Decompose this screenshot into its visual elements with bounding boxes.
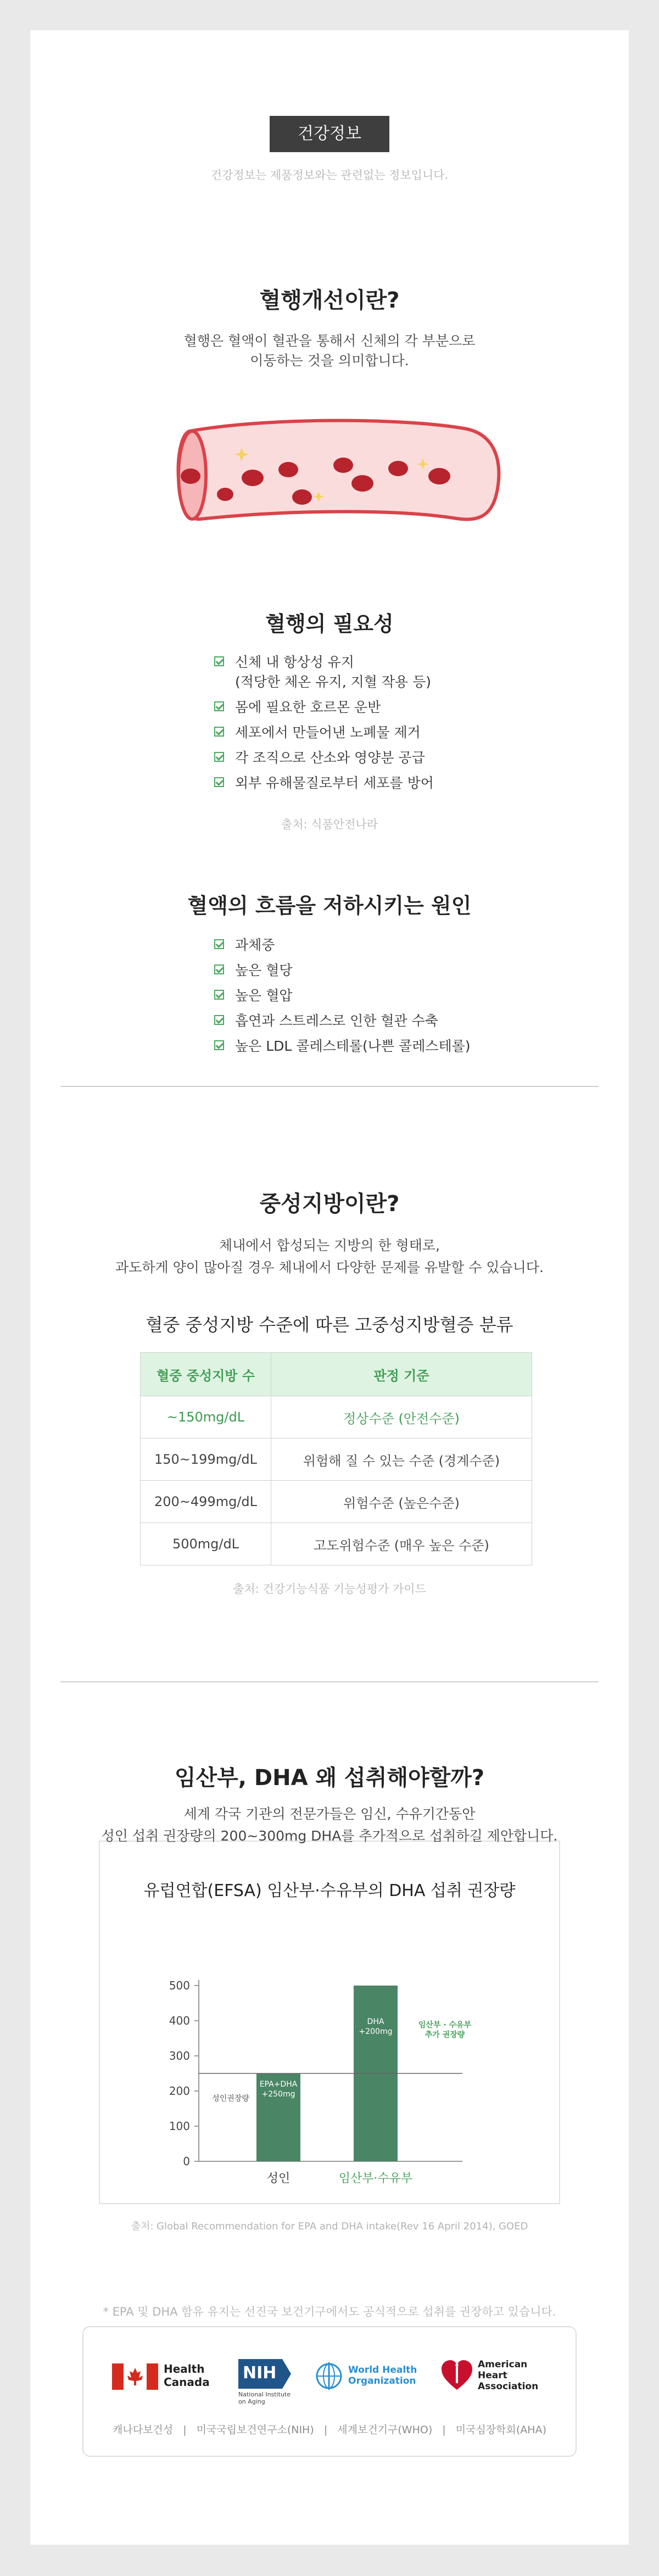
necessity-list	[214, 653, 434, 799]
who-name: World Health Organization	[348, 2365, 417, 2387]
check-icon	[214, 777, 224, 787]
annotation-label: 추가 권장량	[425, 2031, 465, 2039]
table-cell: 200~499mg/dL	[141, 1481, 271, 1523]
list-item: 과체중	[214, 935, 471, 955]
table-title: 혈중 중성지방 수준에 따른 고중성지방혈증 분류	[146, 1314, 513, 1335]
table-row	[141, 1396, 532, 1438]
list-item: 신체 내 항상성 유지 (적당한 체온 유지, 지혈 작용 등)	[214, 653, 434, 692]
heart-torch-icon	[440, 2359, 473, 2392]
caption-separator: |	[183, 2424, 187, 2436]
y-tick-label: 400	[169, 2014, 190, 2027]
table-cell: 150~199mg/dL	[141, 1438, 271, 1481]
content-card	[30, 30, 629, 2545]
y-tick-label: 300	[169, 2049, 190, 2062]
table-cell: 500mg/dL	[141, 1523, 271, 1565]
check-icon	[214, 964, 224, 974]
blood-vessel-illustration	[167, 415, 508, 541]
check-icon	[214, 752, 224, 762]
caption-who: 세계보건기구(WHO)	[337, 2424, 433, 2436]
dha-chart-box	[99, 1841, 560, 2204]
list-item: 높은 LDL 콜레스테롤(나쁜 콜레스테롤)	[214, 1036, 471, 1056]
list-item: 흡연과 스트레스로 인한 혈관 수축	[214, 1011, 471, 1031]
triglyceride-desc-1: 체내에서 합성되는 지방의 한 형태로,	[219, 1237, 440, 1253]
section-divider	[60, 1681, 599, 1682]
who-globe-icon	[314, 2361, 344, 2391]
table-cell: 고도위험수준 (매우 높은 수준)	[271, 1523, 532, 1565]
dha-desc-2: 성인 섭취 권장량의 200~300mg DHA를 추가적으로 섭취하길 제안합니다.	[101, 1828, 558, 1844]
triglyceride-table	[140, 1352, 532, 1565]
check-icon	[214, 990, 224, 1000]
x-category-label: 임산부·수유부	[338, 2172, 413, 2185]
check-icon	[214, 1015, 224, 1025]
aha-name: American Heart Association	[478, 2359, 539, 2392]
dha-desc-1: 세계 각국 기관의 전문가들은 임신, 수유기간동안	[183, 1806, 476, 1822]
chart-title: 유럽연합(EFSA) 임산부·수유부의 DHA 섭취 권장량	[143, 1881, 516, 1900]
table-cell: ~150mg/dL	[141, 1396, 271, 1438]
caption-separator: |	[442, 2424, 446, 2436]
list-item: 몸에 필요한 호르몬 운반	[214, 698, 434, 717]
table-header-cell: 판정 기준	[271, 1353, 532, 1396]
check-icon	[214, 1040, 224, 1050]
check-icon	[214, 727, 224, 737]
list-item: 세포에서 만들어낸 노폐물 제거	[214, 723, 434, 743]
triglyceride-title: 중성지방이란?	[259, 1191, 400, 1217]
circulation-title: 혈행개선이란?	[259, 288, 400, 313]
circulation-desc-2: 이동하는 것을 의미합니다.	[250, 353, 409, 369]
necessity-title: 혈행의 필요성	[265, 612, 394, 636]
y-tick-label: 100	[169, 2120, 190, 2133]
causes-title: 혈액의 흐름을 저하시키는 원인	[187, 894, 472, 918]
health-canada-logo	[112, 2362, 210, 2392]
triglyceride-source: 출처: 건강기능식품 기능성평가 가이드	[233, 1582, 426, 1596]
bar-data-label: DHA	[367, 2017, 384, 2026]
organization-logos	[82, 2326, 577, 2457]
dha-footnote: * EPA 및 DHA 함유 유지는 선진국 보건기구에서도 공식적으로 섭취를 권장하고 있습니다.	[103, 2305, 556, 2318]
annotation-label: 임산부 · 수유부	[418, 2021, 472, 2029]
caption-health-canada: 캐나다보건성	[113, 2424, 174, 2436]
bar-data-label: +250mg	[261, 2090, 295, 2099]
bar-data-label: EPA+DHA	[259, 2080, 298, 2089]
bar-data-label: +200mg	[359, 2027, 393, 2036]
check-icon	[214, 701, 224, 711]
table-header-row	[141, 1353, 532, 1396]
dha-source: 출처: Global Recommendation for EPA and DHA intake(Rev 16 April 2014), GOED	[131, 2221, 528, 2232]
table-header-cell: 혈중 중성지방 수	[141, 1353, 271, 1396]
table-cell: 위험해 질 수 있는 수준 (경계수준)	[271, 1438, 532, 1481]
caption-nih: 미국국립보건연구소(NIH)	[196, 2424, 314, 2436]
nih-logo	[238, 2359, 291, 2405]
table-cell: 정상수준 (안전수준)	[271, 1396, 532, 1438]
notice-text: 건강정보는 제품정보와는 관련없는 정보입니다.	[210, 169, 449, 182]
table-row	[141, 1438, 532, 1481]
reference-line-label: 성인권장량	[212, 2094, 249, 2103]
who-logo	[314, 2361, 417, 2393]
check-icon	[214, 939, 224, 949]
y-tick-label: 0	[183, 2155, 190, 2168]
y-tick-label: 500	[169, 1979, 190, 1992]
causes-list	[214, 935, 471, 1062]
necessity-source: 출처: 식품안전나라	[281, 818, 378, 831]
health-canada-name: Health Canada	[164, 2362, 210, 2389]
circulation-desc-1: 혈행은 혈액이 혈관을 통해서 신체의 각 부분으로	[183, 333, 476, 349]
list-item: 외부 유해물질로부터 세포를 방어	[214, 773, 434, 793]
dha-title: 임산부, DHA 왜 섭취해야할까?	[174, 1765, 485, 1791]
health-info-tag: 건강정보	[270, 116, 389, 152]
list-item: 각 조직으로 산소와 영양분 공급	[214, 748, 434, 768]
table-row	[141, 1523, 532, 1565]
nih-sub: National Institute on Aging	[238, 2391, 291, 2405]
canada-flag-icon	[112, 2363, 158, 2390]
triglyceride-desc-2: 과도하게 양이 많아질 경우 체내에서 다양한 문제를 유발할 수 있습니다.	[115, 1259, 544, 1275]
y-tick-label: 200	[169, 2084, 190, 2098]
table-cell: 위험수준 (높은수준)	[271, 1481, 532, 1523]
section-divider	[60, 1086, 599, 1087]
list-item: 높은 혈압	[214, 986, 471, 1006]
nih-name: NIH	[243, 2363, 277, 2383]
caption-separator: |	[323, 2424, 328, 2436]
logo-captions	[83, 2422, 576, 2436]
x-category-label: 성인	[266, 2172, 291, 2185]
table-row	[141, 1481, 532, 1523]
aha-logo	[440, 2359, 539, 2394]
check-icon	[214, 656, 224, 666]
dha-chart	[100, 1842, 559, 2203]
caption-aha: 미국심장학회(AHA)	[455, 2424, 546, 2436]
list-item: 높은 혈당	[214, 961, 471, 980]
